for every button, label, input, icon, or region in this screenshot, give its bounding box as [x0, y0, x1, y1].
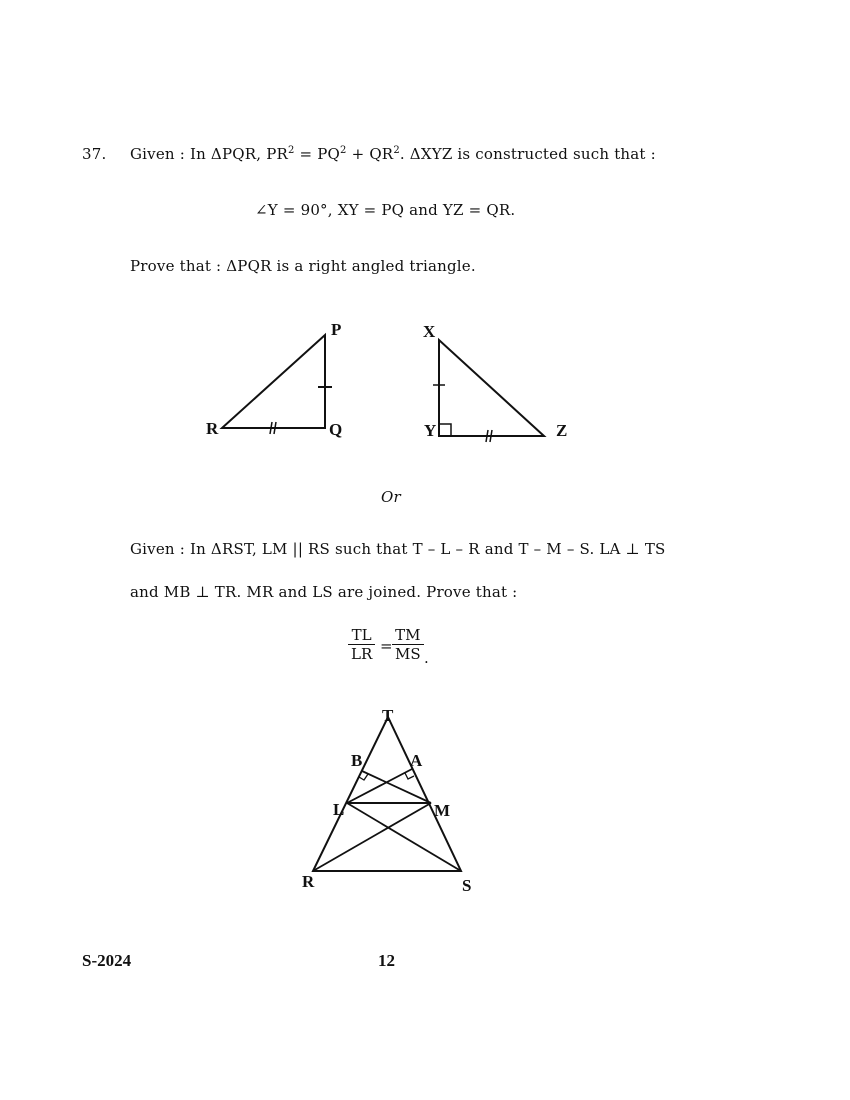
given-eq-pq: = PQ	[294, 145, 341, 163]
right-angle-mark	[439, 424, 451, 436]
fraction-right	[392, 626, 424, 663]
triangle-pqr	[222, 335, 325, 428]
prove-line: Prove that : ΔPQR is a right angled triangle.	[130, 257, 476, 275]
question-number: 37.	[82, 145, 107, 163]
or-divider: Or	[381, 488, 401, 506]
label-y: Y	[424, 421, 437, 440]
given-plus-qr: + QR	[346, 145, 394, 163]
right-angle-a	[405, 773, 414, 779]
fraction-left	[348, 626, 375, 663]
label-s: S	[462, 876, 472, 895]
alt-given-line: Given : In ΔRST, LM || RS such that T – L – R and T – M – S. LA ⊥ TS	[130, 540, 666, 558]
label-r2: R	[302, 872, 315, 891]
exponent: 2	[393, 145, 400, 156]
tick-rq-2	[274, 422, 276, 434]
triangle-xyz	[439, 340, 544, 436]
label-l: L	[333, 800, 345, 819]
given-statement	[130, 145, 656, 163]
tick-rq-1	[270, 422, 272, 434]
tick-yz-2	[490, 430, 492, 442]
fraction-right-denominator: MS	[395, 645, 421, 663]
fraction-left-numerator: TL	[348, 626, 375, 645]
exponent: 2	[287, 145, 295, 156]
label-a: A	[410, 751, 423, 770]
given-prefix: Given : In ΔPQR, PR	[130, 145, 288, 163]
label-b: B	[351, 751, 363, 770]
segment-mr	[313, 803, 431, 871]
label-z: Z	[556, 421, 568, 440]
triangle-figures	[200, 315, 600, 455]
segment-la	[347, 769, 412, 803]
label-r: R	[206, 419, 219, 438]
triangle-rst-figure	[295, 705, 495, 895]
page-number: 12	[378, 951, 395, 970]
fraction-left-denominator: LR	[351, 645, 373, 663]
given-suffix: . ΔXYZ is constructed such that :	[399, 145, 656, 163]
fraction-right-numerator: TM	[392, 626, 424, 645]
label-x: X	[423, 322, 436, 341]
fraction-end-period: .	[424, 649, 429, 667]
exam-code: S-2024	[82, 951, 132, 970]
exponent: 2	[340, 145, 347, 156]
tick-yz-1	[486, 430, 488, 442]
condition-line: ∠Y = 90°, XY = PQ and YZ = QR.	[255, 201, 516, 219]
label-m: M	[434, 801, 451, 820]
label-t: T	[382, 706, 394, 725]
fraction-equals: =	[380, 637, 393, 655]
label-q: Q	[329, 420, 343, 439]
label-p: P	[331, 320, 342, 339]
triangle-rst	[313, 717, 461, 871]
alt-given-line-2: and MB ⊥ TR. MR and LS are joined. Prove that :	[130, 583, 518, 601]
